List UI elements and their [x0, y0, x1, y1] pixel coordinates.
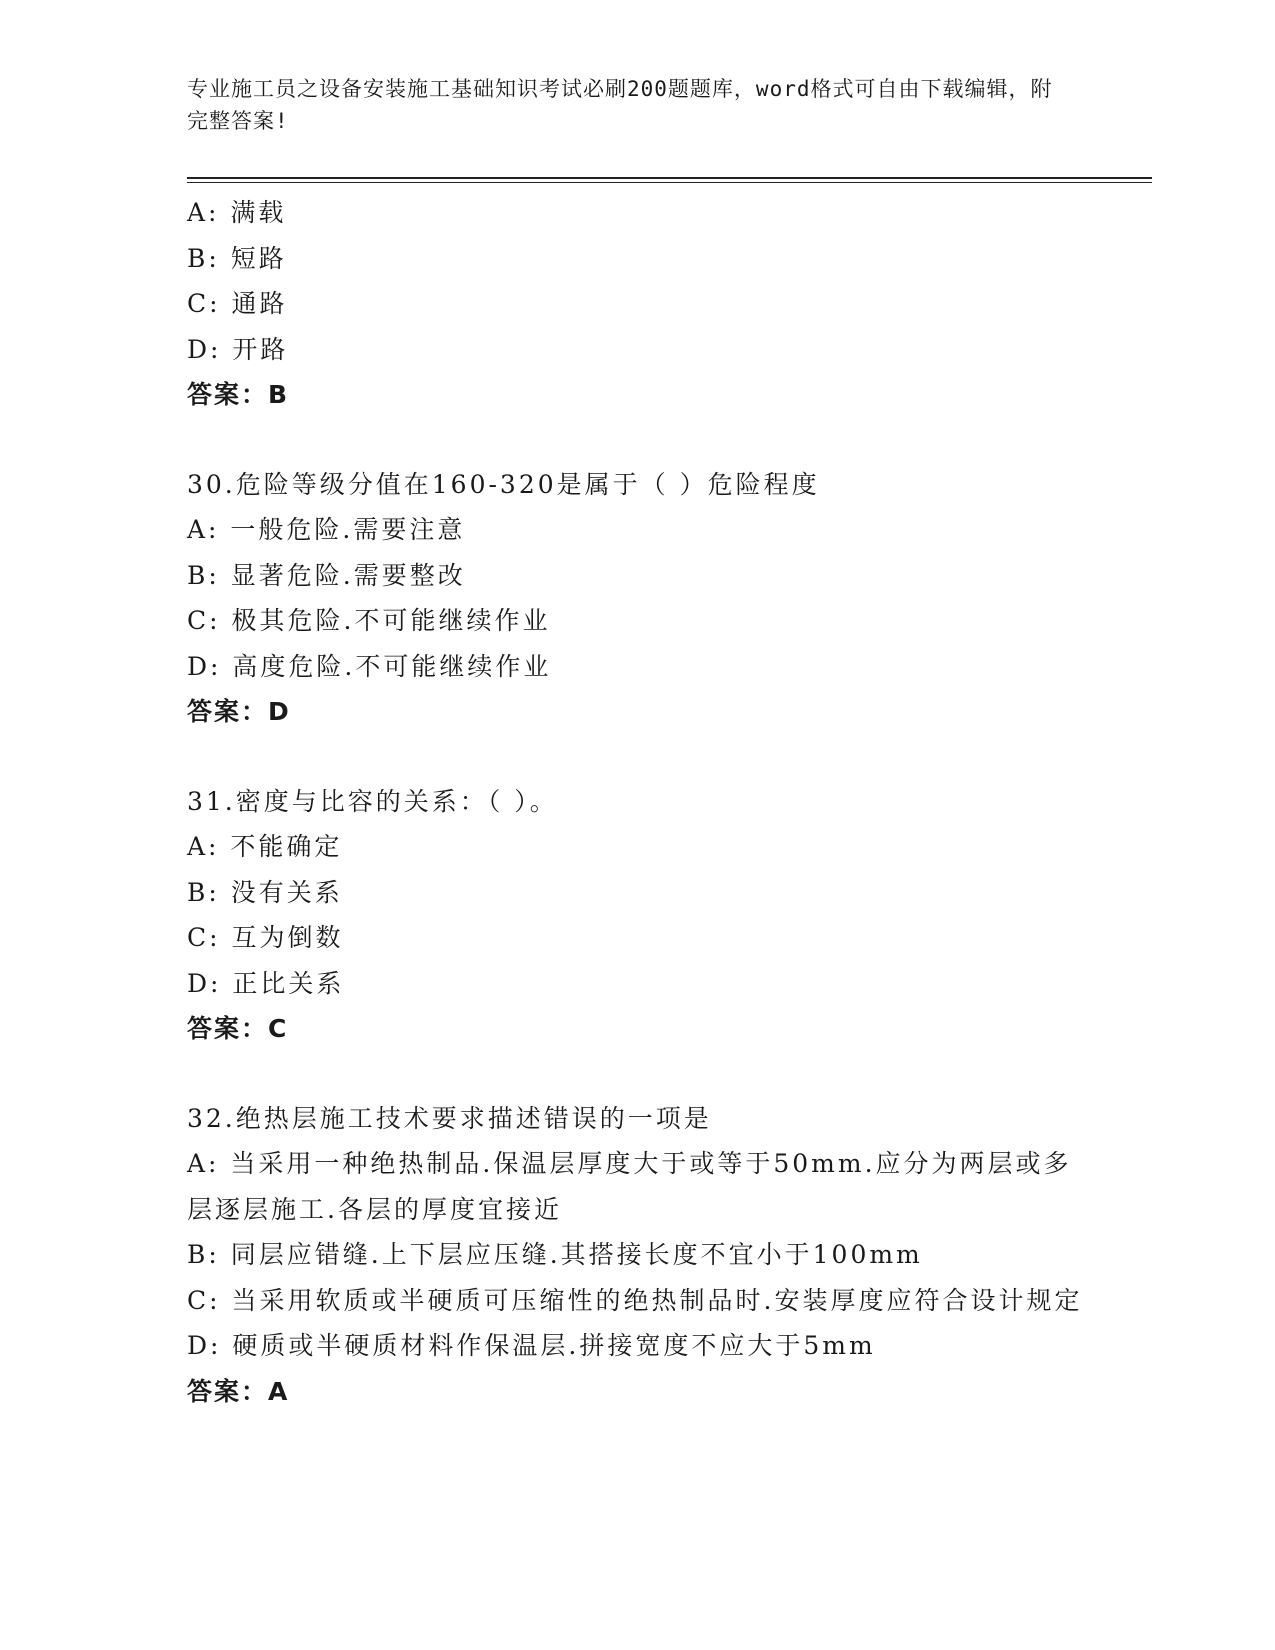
option-d: D: 高度危险.不可能继续作业 — [187, 651, 552, 681]
option-c: C: 极其危险.不可能继续作业 — [187, 606, 551, 635]
option-d: D: 硬质或半硬质材料作保温层.拼接宽度不应大于5mm — [187, 1331, 876, 1360]
option-b: B: 同层应错缝.上下层应压缝.其搭接长度不宜小于100mm — [187, 1240, 923, 1269]
option-c: C: 通路 — [187, 289, 288, 318]
option-c: C: 互为倒数 — [187, 923, 344, 952]
answer-line: 答案：B — [187, 380, 290, 409]
answer-line: 答案：A — [187, 1376, 290, 1406]
option-a: A: 满载 — [187, 198, 287, 227]
option-d: D: 开路 — [187, 334, 289, 364]
question-stem: 31.密度与比容的关系：（ ）。 — [187, 786, 558, 816]
option-a: A: 当采用一种绝热制品.保温层厚度大于或等于50mm.应分为两层或多层逐层施工.各层的厚度宜接近 — [187, 1149, 1072, 1224]
option-d: D: 正比关系 — [187, 968, 345, 998]
question-block-32 — [187, 1096, 1087, 1415]
question-block-31 — [187, 779, 1087, 1052]
option-b: B: 没有关系 — [187, 877, 343, 907]
header-divider-thin — [187, 182, 1152, 183]
option-c: C: 当采用软质或半硬质可压缩性的绝热制品时.安装厚度应符合设计规定 — [187, 1285, 1083, 1315]
question-stem: 30.危险等级分值在160-320是属于（ ）危险程度 — [187, 469, 820, 499]
option-a: A: 不能确定 — [187, 832, 343, 861]
header-divider-thick — [187, 177, 1152, 179]
question-block-29 — [187, 190, 1087, 418]
option-a: A: 一般危险.需要注意 — [187, 515, 466, 544]
answer-line: 答案：D — [187, 697, 291, 726]
question-content — [187, 190, 1087, 1414]
question-stem: 32.绝热层施工技术要求描述错误的一项是 — [187, 1103, 712, 1133]
answer-line: 答案：C — [187, 1014, 289, 1043]
page-header-title: 专业施工员之设备安装施工基础知识考试必刷200题题库，word格式可自由下载编辑，附完整答案! — [187, 77, 1053, 133]
option-b: B: 显著危险.需要整改 — [187, 560, 466, 590]
question-block-30 — [187, 462, 1087, 735]
option-b: B: 短路 — [187, 243, 287, 273]
